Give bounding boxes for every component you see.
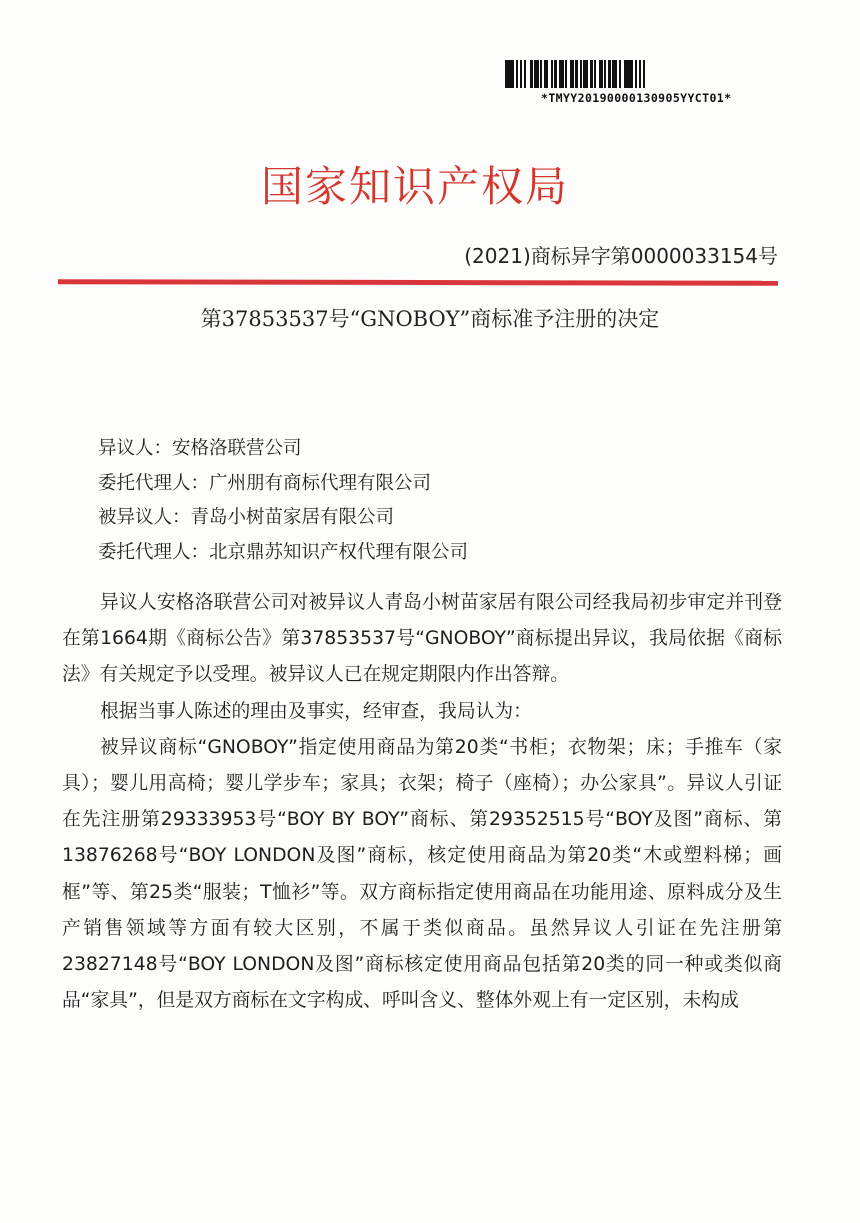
document-number: (2021)商标异字第0000033154号 [464,244,778,268]
document-barcode [505,60,795,105]
party-opponent-agent [98,467,468,502]
party-respondent [98,501,468,536]
red-divider-rule [58,279,778,286]
party-value: 北京鼎苏知识产权代理有限公司 [209,541,469,563]
barcode-bar [505,60,514,88]
decision-body [62,585,782,1019]
barcode-bar [624,60,633,88]
party-label: 委托代理人： [98,541,210,563]
party-label: 被异议人： [98,507,191,528]
barcode-text: *TMYY20190000130905YYCT01* [541,91,732,105]
body-paragraph: 被异议商标“GNOBOY”指定使用商品为第20类“书柜；衣物架；床；手推车（家具）；婴儿用高椅；婴儿学步车；家具；衣架；椅子（座椅）；办公家具”。异议人引证在先注册第29333953号“BOY BY BOY”商标、第29352515号“BOY及图”商标、第13876268号“BOY LONDON及图”商标，核定使用商品为第20类“木或塑料梯；画框”等、第25类“服装；T恤衫”等。双方商标指定使用商品在功能用途、原料成分及生产销售领域等方面有较大区别，不属于类似商品。虽然异议人引证在先注册第23827148号“BOY LONDON及图”商标核定使用商品包括第20类的同一种或类似商品“家具”，但是双方商标在文字构成、呼叫含义、整体外观上有一定区别，未构成 [62,736,782,1012]
body-paragraph: 异议人安格洛联营公司对被异议人青岛小树苗家居有限公司经我局初步审定并刊登在第1664期《商标公告》第37853537号“GNOBOY”商标提出异议，我局依据《商标法》有关规定予以受理。被异议人已在规定期限内作出答辩。 [62,592,782,686]
party-label: 异议人： [98,438,173,459]
barcode-bars [505,60,795,88]
parties-list [98,432,468,570]
agency-title: 国家知识产权局 [260,162,569,211]
party-value: 安格洛联营公司 [172,438,302,459]
barcode-bar [643,60,645,88]
party-value: 广州朋有商标代理有限公司 [209,472,432,494]
party-label: 委托代理人： [98,472,210,494]
body-paragraph: 根据当事人陈述的理由及事实，经审查，我局认为： [100,700,532,722]
party-value: 青岛小树苗家居有限公司 [190,507,395,528]
party-respondent-agent [98,536,468,571]
party-opponent [98,432,468,467]
decision-title: 第37853537号“GNOBOY”商标准予注册的决定 [200,307,660,331]
